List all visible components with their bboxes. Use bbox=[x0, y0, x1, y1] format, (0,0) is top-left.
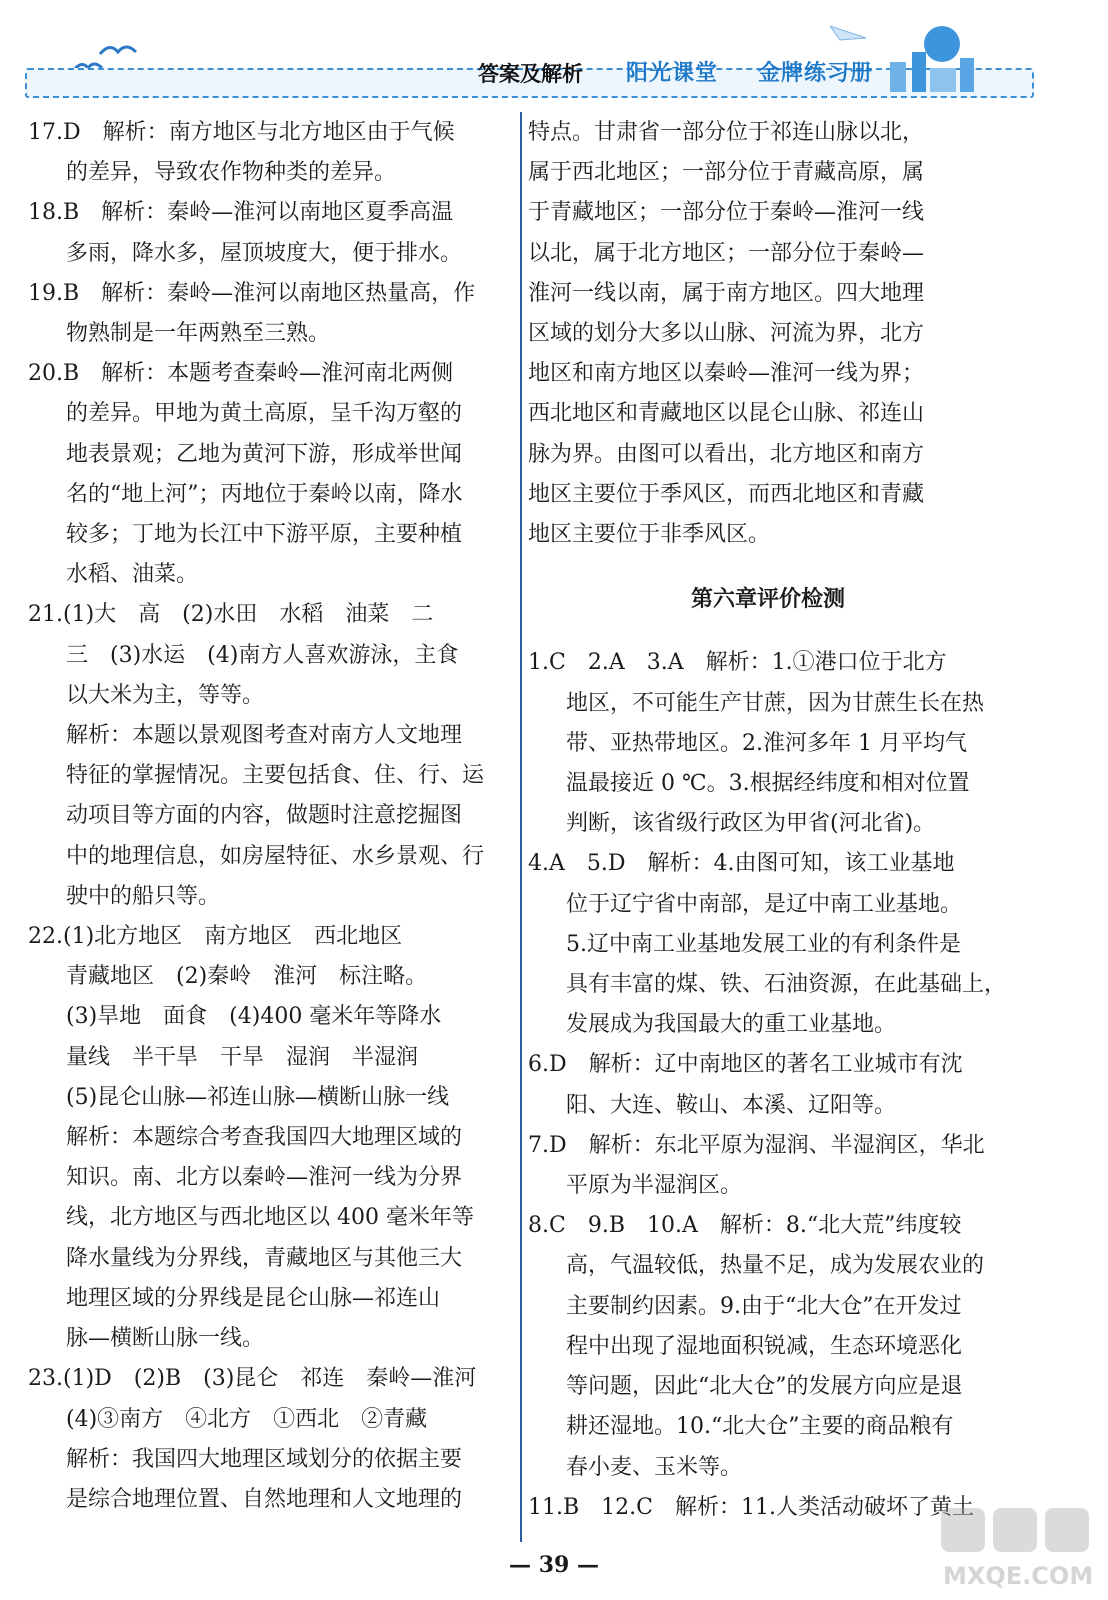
text-line: 20.B 解析：本题考查秦岭—淮河南北两侧 bbox=[28, 361, 454, 387]
text-line: 地区主要位于季风区，而西北地区和青藏 bbox=[528, 481, 925, 507]
watermark-logo bbox=[935, 1500, 1105, 1596]
text-line: 淮河一线以南，属于南方地区。四大地理 bbox=[528, 280, 925, 306]
text-line: (4)③南方 ④北方 ①西北 ②青藏 bbox=[66, 1406, 428, 1432]
text-line: 水稻、油菜。 bbox=[66, 562, 199, 588]
chapter-six-answers bbox=[528, 643, 1008, 1527]
text-line: 春小麦、玉米等。 bbox=[566, 1454, 743, 1480]
text-line: 地理区域的分界线是昆仑山脉—祁连山 bbox=[66, 1285, 441, 1311]
left-column bbox=[28, 113, 508, 1520]
text-line: 名的“地上河”；丙地位于秦岭以南，降水 bbox=[66, 481, 463, 507]
text-line: 4.A 5.D 解析：4.由图可知，该工业基地 bbox=[528, 851, 955, 877]
text-line: 物熟制是一年两熟至三熟。 bbox=[66, 321, 331, 347]
header-decoration-icon bbox=[830, 18, 1010, 98]
text-line: 解析：本题综合考查我国四大地理区域的 bbox=[66, 1125, 463, 1151]
text-line: 是综合地理位置、自然地理和人文地理的 bbox=[66, 1486, 463, 1512]
text-line: 主要制约因素。9.由于“北大仓”在开发过 bbox=[566, 1293, 962, 1319]
text-line: 地区主要位于非季风区。 bbox=[528, 522, 771, 548]
page-header bbox=[0, 0, 1108, 110]
text-line: 发展成为我国最大的重工业基地。 bbox=[566, 1012, 897, 1038]
text-line: 线，北方地区与西北地区以 400 毫米年等 bbox=[66, 1205, 474, 1231]
text-line: 平原为半湿润区。 bbox=[566, 1173, 743, 1199]
text-line: 地表景观；乙地为黄河下游，形成举世闻 bbox=[66, 441, 463, 467]
text-line: 的差异，导致农作物种类的差异。 bbox=[66, 160, 397, 186]
text-line: 判断，该省级行政区为甲省(河北省)。 bbox=[566, 811, 936, 837]
text-line: 量线 半干旱 干旱 湿润 半湿润 bbox=[66, 1044, 419, 1070]
text-line: 8.C 9.B 10.A 解析：8.“北大荒”纬度较 bbox=[528, 1213, 962, 1239]
text-line: 23.(1)D (2)B (3)昆仑 祁连 秦岭—淮河 bbox=[28, 1366, 477, 1392]
text-line: 驶中的船只等。 bbox=[66, 883, 221, 909]
text-line: 22.(1)北方地区 南方地区 西北地区 bbox=[28, 924, 403, 950]
text-line: 地区，不可能生产甘蔗，因为甘蔗生长在热 bbox=[566, 690, 985, 716]
text-line: 耕还湿地。10.“北大仓”主要的商品粮有 bbox=[566, 1414, 954, 1440]
text-line: 特征的掌握情况。主要包括食、住、行、运 bbox=[66, 763, 485, 789]
text-line: 脉为界。由图可以看出，北方地区和南方 bbox=[528, 441, 925, 467]
text-line: 18.B 解析：秦岭—淮河以南地区夏季高温 bbox=[28, 200, 454, 226]
right-column-continuation bbox=[528, 113, 1008, 555]
text-line: 的差异。甲地为黄土高原，呈千沟万壑的 bbox=[66, 401, 463, 427]
text-line: 以大米为主，等等。 bbox=[66, 682, 265, 708]
text-line: 5.辽中南工业基地发展工业的有利条件是 bbox=[566, 931, 961, 957]
text-line: 位于辽宁省中南部，是辽中南工业基地。 bbox=[566, 891, 963, 917]
text-line: 脉—横断山脉一线。 bbox=[66, 1326, 265, 1352]
text-line: 解析：本题以景观图考查对南方人文地理 bbox=[66, 723, 463, 749]
text-line: 7.D 解析：东北平原为湿润、半湿润区，华北 bbox=[528, 1132, 985, 1158]
text-line: 11.B 12.C 解析：11.人类活动破坏了黄土 bbox=[528, 1494, 974, 1520]
text-line: 具有丰富的煤、铁、石油资源，在此基础上， bbox=[566, 972, 1007, 998]
text-line: 6.D 解析：辽中南地区的著名工业城市有沈 bbox=[528, 1052, 963, 1078]
text-line: 1.C 2.A 3.A 解析：1.①港口位于北方 bbox=[528, 650, 947, 676]
text-line: 三 (3)水运 (4)南方人喜欢游泳，主食 bbox=[66, 642, 459, 668]
text-line: 程中出现了湿地面积锐减，生态环境恶化 bbox=[566, 1333, 963, 1359]
text-line: 地区和南方地区以秦岭—淮河一线为界； bbox=[528, 361, 925, 387]
text-line: 19.B 解析：秦岭—淮河以南地区热量高，作 bbox=[28, 280, 476, 306]
right-column bbox=[528, 113, 1008, 1528]
header-series: 金牌练习册 bbox=[758, 61, 874, 86]
section-title: 第六章评价检测 bbox=[690, 586, 845, 613]
watermark-text: MXQE.COM bbox=[943, 1562, 1094, 1590]
text-line: 于青藏地区；一部分位于秦岭—淮河一线 bbox=[528, 200, 925, 226]
header-title: 答案及解析 bbox=[478, 62, 583, 86]
text-line: 特点。甘肃省一部分位于祁连山脉以北， bbox=[528, 120, 925, 145]
header-brand: 阳光课堂 bbox=[626, 61, 719, 86]
text-line: 西北地区和青藏地区以昆仑山脉、祁连山 bbox=[528, 401, 925, 427]
text-line: 17.D 解析：南方地区与北方地区由于气候 bbox=[28, 120, 455, 145]
column-divider bbox=[520, 112, 522, 1542]
text-line: 区域的划分大多以山脉、河流为界，北方 bbox=[528, 321, 925, 347]
text-line: 21.(1)大 高 (2)水田 水稻 油菜 二 bbox=[28, 602, 434, 628]
text-line: (3)旱地 面食 (4)400 毫米年等降水 bbox=[66, 1004, 442, 1030]
text-line: 以北，属于北方地区；一部分位于秦岭— bbox=[528, 240, 925, 266]
text-line: 解析：我国四大地理区域划分的依据主要 bbox=[66, 1446, 463, 1472]
text-line: 动项目等方面的内容，做题时注意挖掘图 bbox=[66, 803, 463, 829]
text-line: 青藏地区 (2)秦岭 淮河 标注略。 bbox=[66, 964, 428, 990]
text-line: 属于西北地区；一部分位于青藏高原，属 bbox=[528, 160, 925, 186]
text-line: 较多；丁地为长江中下游平原，主要种植 bbox=[66, 522, 463, 548]
text-line: 多雨，降水多，屋顶坡度大，便于排水。 bbox=[66, 240, 463, 266]
text-line: 温最接近 0 ℃。3.根据经纬度和相对位置 bbox=[566, 771, 970, 797]
text-line: 知识。南、北方以秦岭—淮河一线为分界 bbox=[66, 1165, 463, 1191]
page-number: — 39 — bbox=[509, 1552, 599, 1578]
text-line: 阳、大连、鞍山、本溪、辽阳等。 bbox=[566, 1092, 897, 1118]
text-line: (5)昆仑山脉—祁连山脉—横断山脉一线 bbox=[66, 1084, 450, 1110]
text-line: 降水量线为分界线，青藏地区与其他三大 bbox=[66, 1245, 463, 1271]
text-line: 高，气温较低，热量不足，成为发展农业的 bbox=[566, 1253, 985, 1279]
text-line: 中的地理信息，如房屋特征、水乡景观、行 bbox=[66, 843, 485, 869]
text-line: 带、亚热带地区。2.淮河多年 1 月平均气 bbox=[566, 730, 967, 756]
text-line: 等问题，因此“北大仓”的发展方向应是退 bbox=[566, 1374, 963, 1400]
